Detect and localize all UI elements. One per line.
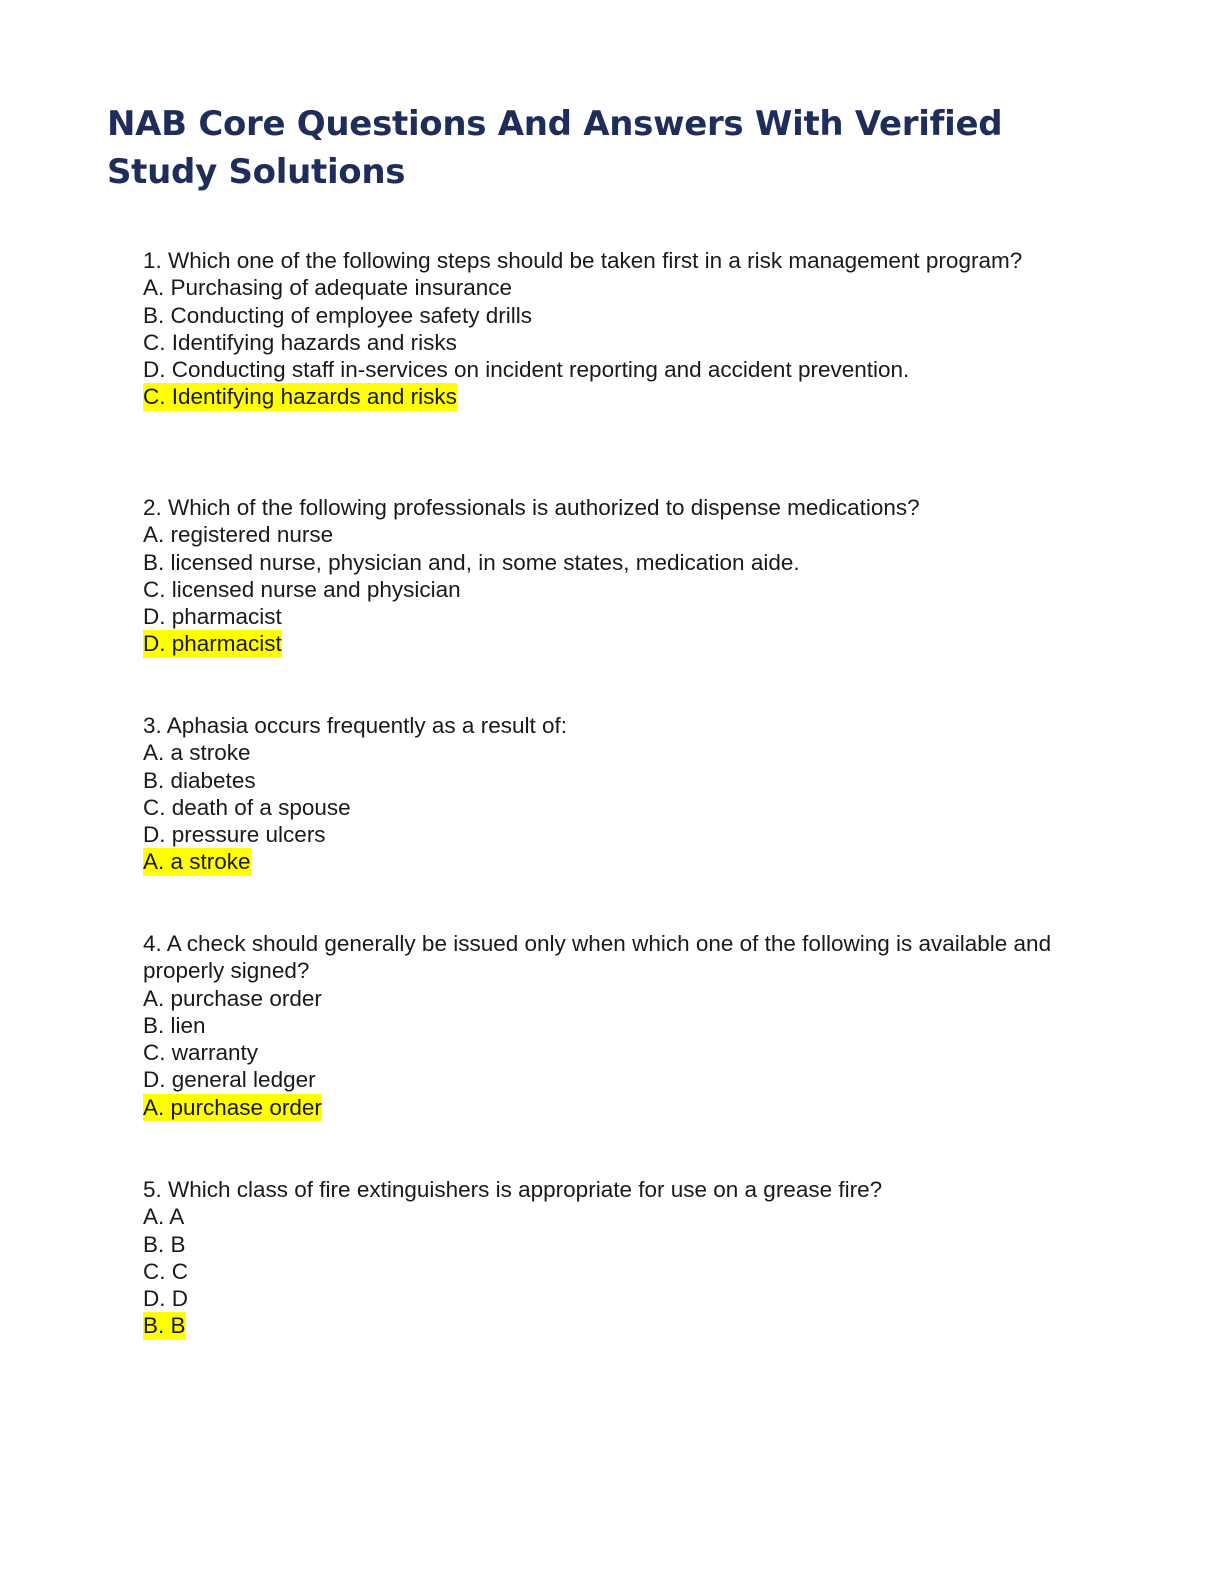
question-text: 4. A check should generally be issued only when which one of the following is available and properly signed?	[143, 931, 1052, 984]
question-text: 1. Which one of the following steps should be taken first in a risk management program?	[143, 248, 1023, 273]
option-a: A. A	[143, 1204, 185, 1230]
option-c: C. Identifying hazards and risks	[143, 329, 457, 355]
option-b: B. lien	[143, 1012, 206, 1038]
highlighted-answer: A. a stroke	[143, 849, 251, 875]
option-d: D. Conducting staff in-services on incident reporting and accident prevention.	[143, 357, 910, 383]
highlighted-answer: C. Identifying hazards and risks	[143, 384, 457, 410]
highlighted-answer: A. purchase order	[143, 1094, 322, 1120]
question-block	[143, 712, 1103, 876]
option-c: C. death of a spouse	[143, 794, 351, 820]
option-a: A. Purchasing of adequate insurance	[143, 275, 512, 301]
option-a: A. purchase order	[143, 985, 322, 1011]
question-text: 5. Which class of fire extinguishers is appropriate for use on a grease fire?	[143, 1177, 883, 1202]
option-d: D. pressure ulcers	[143, 822, 326, 848]
option-a: A. registered nurse	[143, 522, 334, 548]
question-text: 3. Aphasia occurs frequently as a result of:	[143, 713, 567, 738]
question-block	[143, 494, 1103, 658]
option-d: D. pharmacist	[143, 604, 282, 630]
highlighted-answer: B. B	[143, 1313, 186, 1339]
question-block	[143, 247, 1103, 411]
option-c: C. licensed nurse and physician	[143, 576, 461, 602]
question-block	[143, 930, 1103, 1121]
option-a: A. a stroke	[143, 740, 251, 766]
option-c: C. warranty	[143, 1040, 259, 1066]
page-title: NAB Core Questions And Answers With Verified Study Solutions	[107, 104, 1003, 192]
option-b: B. Conducting of employee safety drills	[143, 302, 532, 328]
question-text: 2. Which of the following professionals is authorized to dispense medications?	[143, 495, 920, 520]
question-block	[143, 1176, 1103, 1340]
option-b: B. diabetes	[143, 767, 256, 793]
option-d: D. D	[143, 1286, 188, 1312]
highlighted-answer: D. pharmacist	[143, 631, 282, 657]
option-d: D. general ledger	[143, 1067, 316, 1093]
option-b: B. licensed nurse, physician and, in some states, medication aide.	[143, 549, 800, 575]
option-b: B. B	[143, 1231, 186, 1257]
option-c: C. C	[143, 1258, 188, 1284]
